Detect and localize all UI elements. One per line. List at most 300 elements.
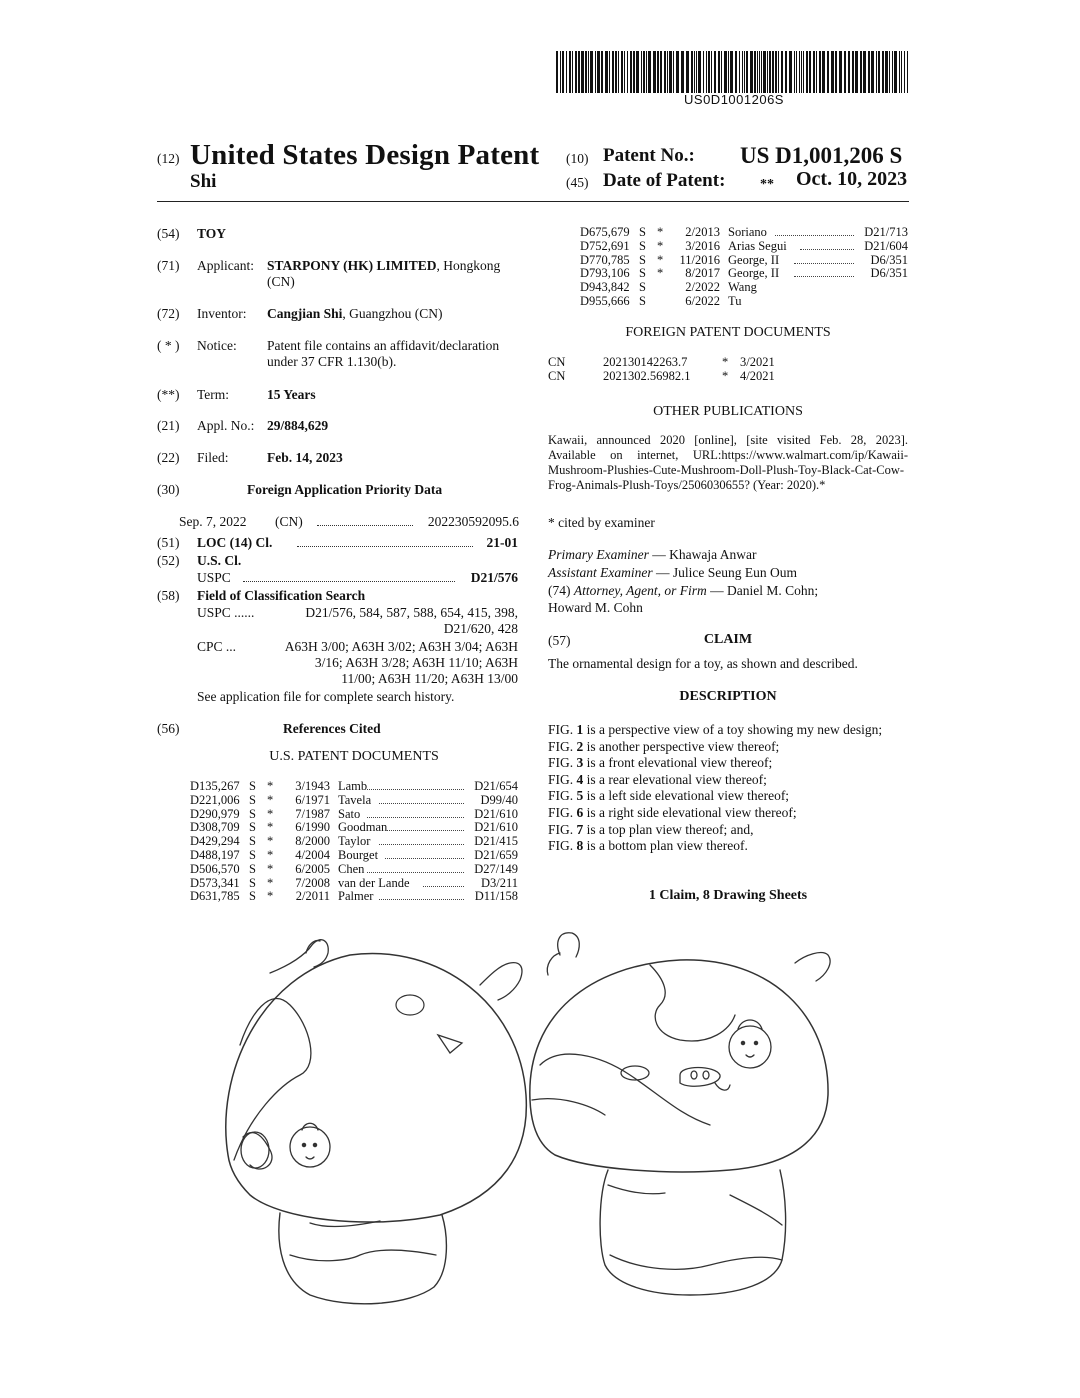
barcode-bar bbox=[648, 51, 651, 93]
fig-number: 8 bbox=[576, 838, 584, 854]
date-of-patent: Oct. 10, 2023 bbox=[796, 168, 908, 190]
reference-date: 4/2004 bbox=[295, 848, 330, 862]
dot-leader bbox=[367, 860, 464, 873]
priority-country: (CN) bbox=[275, 514, 303, 529]
reference-inventor: Arias Segui bbox=[728, 238, 787, 253]
barcode-bar bbox=[750, 51, 753, 93]
barcode-bar bbox=[601, 51, 603, 93]
loc-value: 21-01 bbox=[486, 535, 518, 550]
inid-code: (21) bbox=[157, 418, 180, 433]
dot-leader bbox=[379, 791, 464, 804]
applicant-label: Applicant: bbox=[197, 258, 254, 273]
attorney bbox=[548, 583, 908, 599]
barcode-bar bbox=[827, 51, 829, 93]
barcode-bar bbox=[691, 51, 693, 93]
barcode-bar bbox=[646, 51, 647, 93]
barcode-bar bbox=[813, 51, 815, 93]
inid-code: ( * ) bbox=[157, 338, 180, 353]
design-drawing bbox=[210, 925, 850, 1325]
us-cl-label: U.S. Cl. bbox=[197, 553, 242, 568]
barcode-bar bbox=[595, 51, 596, 93]
barcode-bar bbox=[605, 51, 608, 93]
reference-date: 2/2022 bbox=[685, 280, 720, 295]
field-uspc-label: USPC ...... bbox=[197, 605, 255, 620]
inid-code: (58) bbox=[157, 588, 180, 603]
barcode-bar bbox=[831, 51, 834, 93]
dot-leader bbox=[379, 832, 464, 845]
claims-summary: 1 Claim, 8 Drawing Sheets bbox=[648, 888, 808, 903]
barcode-bar bbox=[721, 51, 722, 93]
reference-number: D135,267 bbox=[190, 779, 240, 793]
barcode-bar bbox=[597, 51, 600, 93]
reference-number: D793,106 bbox=[580, 266, 630, 281]
barcode-bar bbox=[796, 51, 797, 93]
field-cpc-label: CPC ... bbox=[197, 639, 237, 654]
barcode-bar bbox=[868, 51, 870, 93]
attorney-line2: Howard M. Cohn bbox=[548, 600, 643, 615]
reference-kind: S bbox=[639, 252, 646, 267]
refs-heading: References Cited bbox=[283, 721, 381, 736]
barcode-bar bbox=[789, 51, 792, 93]
reference-star: * bbox=[267, 861, 274, 876]
reference-inventor: Sato bbox=[338, 806, 361, 821]
reference-star: * bbox=[657, 225, 664, 239]
foreign-country: CN bbox=[548, 355, 566, 369]
date-stars: ** bbox=[760, 177, 774, 192]
reference-row bbox=[580, 253, 908, 267]
barcode-bar bbox=[803, 51, 804, 93]
reference-class: D21/610 bbox=[474, 806, 518, 821]
dot-leader bbox=[367, 777, 464, 790]
reference-date: 3/2016 bbox=[685, 238, 720, 253]
priority-number: 202230592095.6 bbox=[427, 514, 519, 529]
fig-number: 7 bbox=[576, 821, 584, 837]
barcode-bar bbox=[572, 51, 573, 93]
barcode-bar bbox=[657, 51, 659, 93]
reference-kind: S bbox=[639, 266, 646, 281]
appl-label: Appl. No.: bbox=[197, 418, 255, 433]
barcode-bar bbox=[630, 51, 632, 93]
reference-kind: S bbox=[249, 792, 256, 807]
fig-prefix: FIG. bbox=[548, 788, 577, 804]
inventor-name: Cangjian Shi bbox=[267, 306, 343, 321]
fig-prefix: FIG. bbox=[548, 804, 577, 820]
fig-number: 2 bbox=[576, 738, 584, 754]
barcode-bar bbox=[612, 51, 614, 93]
reference-date: 2/2013 bbox=[685, 225, 720, 239]
foreign-star: * bbox=[722, 355, 729, 369]
inventor-surname: Shi bbox=[190, 171, 217, 192]
inid-code: (54) bbox=[157, 226, 180, 241]
barcode-bar bbox=[703, 51, 704, 93]
reference-inventor: Tavela bbox=[338, 792, 372, 807]
barcode-bar bbox=[585, 51, 587, 93]
barcode-bar bbox=[706, 51, 707, 93]
barcode-bar bbox=[641, 51, 642, 93]
claim-text: The ornamental design for a toy, as shown and described. bbox=[548, 656, 858, 671]
inid-code: (56) bbox=[157, 721, 180, 736]
reference-row bbox=[580, 225, 908, 239]
barcode-bar bbox=[778, 51, 779, 93]
term-value: 15 Years bbox=[267, 387, 316, 402]
uspc-label: USPC bbox=[197, 570, 231, 585]
reference-number: D955,666 bbox=[580, 294, 630, 308]
barcode-bar bbox=[882, 51, 884, 93]
barcode-bar bbox=[835, 51, 837, 93]
reference-class: D21/604 bbox=[864, 238, 908, 253]
reference-class: D21/610 bbox=[474, 820, 518, 835]
barcode-bar bbox=[901, 51, 902, 93]
fig-text: is a perspective view of a toy showing my new design; bbox=[583, 722, 883, 737]
barcode-bar bbox=[636, 51, 639, 93]
reference-class: D21/713 bbox=[864, 225, 908, 239]
other-pub-text: Kawaii, announced 2020 [online], [site visited Feb. 28, 2023]. Available on internet, URL:https://www.walmart.com/ip/Kawaii-Mushroom-Plushies-Cute-Mushroom-Doll-Plush-Toy-Black-Cat-Cow-Frog-Animals-Plush-Toys/2506030655? (Year: 2020).* bbox=[548, 433, 908, 492]
barcode-bar bbox=[694, 51, 695, 93]
reference-date: 11/2016 bbox=[679, 252, 720, 267]
barcode-bar bbox=[615, 51, 617, 93]
applicant-name: STARPONY (HK) LIMITED bbox=[267, 258, 437, 273]
barcode-bar bbox=[735, 51, 737, 93]
foreign-number: 2021302.56982.1 bbox=[603, 369, 691, 383]
attorney-label: Attorney, Agent, or Firm bbox=[573, 583, 707, 598]
field-search-label: Field of Classification Search bbox=[197, 588, 366, 603]
reference-number: D221,006 bbox=[190, 792, 240, 807]
toy-left-view bbox=[226, 940, 527, 1304]
field-cpc-line3: 11/00; A63H 11/20; A63H 13/00 bbox=[341, 670, 518, 686]
barcode-bar bbox=[899, 51, 900, 93]
header-rule bbox=[157, 201, 909, 202]
assistant-examiner-name: — Julice Seung Eun Oum bbox=[652, 565, 797, 580]
barcode-bar bbox=[560, 51, 561, 93]
reference-star: * bbox=[267, 820, 274, 835]
reference-class: D21/654 bbox=[474, 779, 518, 793]
reference-kind: S bbox=[639, 294, 646, 308]
fig-prefix: FIG. bbox=[548, 838, 577, 854]
filed-label: Filed: bbox=[197, 450, 229, 465]
reference-star: * bbox=[267, 779, 274, 793]
field-uspc-line2: D21/620, 428 bbox=[443, 620, 518, 636]
barcode-bar bbox=[618, 51, 619, 93]
reference-inventor: Bourget bbox=[338, 848, 379, 862]
barcode-bar bbox=[769, 51, 771, 93]
figure-description bbox=[548, 788, 908, 805]
reference-star: * bbox=[657, 238, 664, 253]
figure-descriptions bbox=[548, 722, 908, 855]
field-uspc bbox=[197, 605, 518, 637]
barcode-bar bbox=[839, 51, 842, 93]
barcode-bar bbox=[757, 51, 758, 93]
notice-label: Notice: bbox=[197, 338, 237, 353]
inid-code-12: (12) bbox=[157, 151, 180, 166]
barcode-bar bbox=[801, 51, 802, 93]
reference-row bbox=[190, 779, 518, 793]
barcode-bar bbox=[876, 51, 877, 93]
inid-code: (30) bbox=[157, 482, 180, 497]
term-label: Term: bbox=[197, 387, 230, 402]
reference-inventor: Taylor bbox=[338, 834, 371, 849]
figure-description bbox=[548, 838, 908, 855]
reference-number: D506,570 bbox=[190, 861, 240, 876]
barcode-bar bbox=[711, 51, 712, 93]
foreign-country: CN bbox=[548, 369, 566, 383]
barcode-bar bbox=[761, 51, 762, 93]
fig-text: is a bottom plan view thereof. bbox=[583, 838, 748, 854]
reference-date: 8/2000 bbox=[295, 834, 330, 849]
barcode-bar bbox=[624, 51, 625, 93]
primary-examiner-label: Primary Examiner bbox=[548, 547, 649, 562]
assistant-examiner-label: Assistant Examiner bbox=[548, 565, 653, 580]
date-of-patent-label: Date of Patent: bbox=[603, 170, 726, 191]
reference-kind: S bbox=[249, 779, 256, 793]
reference-number: D308,709 bbox=[190, 820, 240, 835]
figure-description bbox=[548, 772, 908, 789]
inventor-location: , Guangzhou (CN) bbox=[342, 306, 443, 321]
foreign-reference-row bbox=[548, 355, 908, 369]
figure-description bbox=[548, 722, 908, 739]
barcode-bar bbox=[667, 51, 668, 93]
barcode-bar bbox=[556, 51, 558, 93]
barcode-bar bbox=[844, 51, 846, 93]
field-see-note: See application file for complete search history. bbox=[197, 689, 455, 704]
reference-date: 6/1990 bbox=[295, 820, 330, 835]
barcode-bar bbox=[746, 51, 748, 93]
inid-code: (22) bbox=[157, 450, 180, 465]
barcode-bar bbox=[669, 51, 672, 93]
fig-text: is a front elevational view thereof; bbox=[583, 755, 773, 771]
dot-leader bbox=[297, 532, 473, 547]
barcode-bar bbox=[852, 51, 854, 93]
barcode-bar bbox=[681, 51, 684, 93]
barcode-bar bbox=[609, 51, 610, 93]
barcode-bar bbox=[664, 51, 666, 93]
foreign-number: 202130142263.7 bbox=[603, 355, 688, 369]
uspc-value: D21/576 bbox=[470, 570, 518, 585]
barcode-bar bbox=[621, 51, 623, 93]
applicant-value bbox=[267, 258, 529, 290]
reference-inventor: Goodman bbox=[338, 820, 388, 835]
reference-number: D943,842 bbox=[580, 280, 630, 295]
barcode-bar bbox=[730, 51, 733, 93]
notice-text: Patent file contains an affidavit/declaration under 37 CFR 1.130(b). bbox=[267, 338, 500, 369]
reference-date: 6/2022 bbox=[685, 294, 720, 308]
reference-kind: S bbox=[249, 820, 256, 835]
reference-row bbox=[190, 834, 518, 848]
barcode-bar bbox=[763, 51, 766, 93]
patent-number-label: Patent No.: bbox=[603, 145, 695, 166]
reference-class: D27/149 bbox=[474, 861, 518, 876]
reference-inventor: Tu bbox=[728, 294, 742, 308]
reference-inventor: George, II bbox=[728, 252, 780, 267]
reference-kind: S bbox=[249, 848, 256, 862]
dot-leader bbox=[379, 887, 464, 900]
field-uspc-line1: D21/576, 584, 587, 588, 654, 415, 398, bbox=[305, 605, 518, 620]
dot-leader bbox=[317, 511, 413, 526]
priority-heading: Foreign Application Priority Data bbox=[247, 482, 443, 497]
claim-code: (57) bbox=[548, 633, 571, 648]
barcode-number: US0D1001206S bbox=[684, 92, 784, 107]
reference-date: 6/1971 bbox=[295, 792, 330, 807]
barcode-bar bbox=[754, 51, 756, 93]
barcode-bar bbox=[806, 51, 808, 93]
claim-heading: CLAIM bbox=[703, 632, 753, 647]
barcode-bar bbox=[889, 51, 890, 93]
reference-star: * bbox=[267, 792, 274, 807]
reference-row bbox=[190, 807, 518, 821]
reference-class: D11/158 bbox=[474, 889, 518, 904]
patent-number: US D1,001,206 S bbox=[740, 143, 903, 168]
reference-inventor: Palmer bbox=[338, 889, 374, 904]
foreign-heading: FOREIGN PATENT DOCUMENTS bbox=[625, 325, 831, 340]
barcode-bar bbox=[696, 51, 697, 93]
barcode-bar bbox=[728, 51, 729, 93]
field-cpc-line1: A63H 3/00; A63H 3/02; A63H 3/04; A63H bbox=[284, 639, 518, 654]
reference-number: D770,785 bbox=[580, 252, 630, 267]
fig-text: is a top plan view thereof; and, bbox=[583, 821, 754, 837]
figure-description bbox=[548, 805, 908, 822]
uspc-row bbox=[197, 570, 518, 586]
reference-kind: S bbox=[639, 238, 646, 253]
fig-number: 6 bbox=[576, 804, 584, 820]
reference-inventor: Wang bbox=[728, 280, 757, 295]
reference-star: * bbox=[267, 889, 274, 904]
fig-number: 4 bbox=[576, 771, 584, 787]
loc-label: LOC (14) Cl. bbox=[197, 535, 273, 550]
foreign-date: 3/2021 bbox=[740, 355, 775, 369]
filed-date: Feb. 14, 2023 bbox=[267, 450, 343, 465]
reference-kind: S bbox=[249, 889, 256, 904]
barcode-bar bbox=[744, 51, 745, 93]
dot-leader bbox=[775, 223, 854, 236]
barcode-bar bbox=[799, 51, 800, 93]
dot-leader bbox=[794, 251, 854, 264]
inventor-label: Inventor: bbox=[197, 306, 247, 321]
assistant-examiner bbox=[548, 565, 908, 581]
description-heading: DESCRIPTION bbox=[679, 689, 777, 704]
reference-class: D99/40 bbox=[480, 792, 518, 807]
reference-row bbox=[580, 280, 908, 294]
barcode-bar bbox=[742, 51, 743, 93]
inventor-value bbox=[267, 306, 529, 322]
document-title: United States Design Patent bbox=[190, 139, 540, 171]
barcode-bar bbox=[660, 51, 662, 93]
reference-date: 2/2011 bbox=[295, 889, 330, 904]
barcode-bar bbox=[676, 51, 679, 93]
barcode-bar bbox=[822, 51, 825, 93]
foreign-date: 4/2021 bbox=[740, 369, 775, 383]
fig-text: is a rear elevational view thereof; bbox=[583, 771, 767, 787]
barcode-bar bbox=[767, 51, 768, 93]
priority-row bbox=[179, 514, 519, 530]
barcode-bar bbox=[714, 51, 716, 93]
barcode-bar bbox=[781, 51, 783, 93]
barcode-bar bbox=[855, 51, 858, 93]
reference-inventor: van der Lande bbox=[338, 875, 410, 890]
reference-number: D675,679 bbox=[580, 225, 630, 239]
fig-text: is a right side elevational view thereof; bbox=[583, 804, 797, 820]
barcode-bar bbox=[575, 51, 577, 93]
reference-kind: S bbox=[249, 834, 256, 849]
barcode-bar bbox=[724, 51, 727, 93]
applicant-location: , Hongkong (CN) bbox=[267, 258, 501, 289]
barcode-bar bbox=[739, 51, 740, 93]
barcode-bar bbox=[819, 51, 821, 93]
reference-row bbox=[190, 820, 518, 834]
barcode-bar bbox=[848, 51, 850, 93]
barcode-bar bbox=[775, 51, 777, 93]
field-cpc-line2: 3/16; A63H 3/28; A63H 11/10; A63H bbox=[314, 654, 518, 670]
reference-number: D573,341 bbox=[190, 875, 240, 890]
dot-leader bbox=[385, 818, 464, 831]
dot-leader bbox=[800, 237, 854, 250]
invention-title: TOY bbox=[197, 226, 227, 241]
reference-number: D429,294 bbox=[190, 834, 240, 849]
reference-star: * bbox=[657, 252, 664, 267]
barcode-bar bbox=[673, 51, 674, 93]
reference-class: D6/351 bbox=[870, 252, 908, 267]
inid-code-10: (10) bbox=[566, 151, 589, 166]
dot-leader bbox=[794, 264, 854, 277]
barcode-bar bbox=[633, 51, 635, 93]
inid-code: (74) bbox=[548, 583, 571, 598]
primary-examiner bbox=[548, 547, 908, 563]
reference-inventor: Lamb bbox=[338, 779, 368, 793]
reference-row bbox=[190, 848, 518, 862]
barcode-bar bbox=[894, 51, 897, 93]
reference-star: * bbox=[267, 806, 274, 821]
fig-number: 5 bbox=[576, 788, 584, 804]
reference-kind: S bbox=[249, 861, 256, 876]
inid-code-45: (45) bbox=[566, 175, 589, 190]
reference-row bbox=[190, 862, 518, 876]
fig-prefix: FIG. bbox=[548, 755, 577, 771]
reference-inventor: George, II bbox=[728, 266, 780, 281]
field-cpc bbox=[197, 639, 518, 687]
barcode-bar bbox=[578, 51, 580, 93]
appl-number: 29/884,629 bbox=[267, 418, 329, 433]
barcode bbox=[556, 51, 912, 93]
barcode-bar bbox=[698, 51, 701, 93]
barcode-bar bbox=[759, 51, 760, 93]
barcode-bar bbox=[871, 51, 874, 93]
reference-row bbox=[190, 876, 518, 890]
barcode-bar bbox=[653, 51, 656, 93]
reference-kind: S bbox=[249, 875, 256, 890]
barcode-bar bbox=[581, 51, 584, 93]
barcode-bar bbox=[627, 51, 628, 93]
figure-description bbox=[548, 739, 908, 756]
fig-prefix: FIG. bbox=[548, 722, 577, 737]
barcode-bar bbox=[590, 51, 593, 93]
barcode-bar bbox=[708, 51, 710, 93]
reference-star: * bbox=[267, 875, 274, 890]
figure-description bbox=[548, 822, 908, 839]
reference-class: D6/351 bbox=[870, 266, 908, 281]
fig-prefix: FIG. bbox=[548, 771, 577, 787]
fig-number: 1 bbox=[576, 722, 584, 737]
barcode-bar bbox=[907, 51, 908, 93]
barcode-bar bbox=[562, 51, 564, 93]
barcode-bar bbox=[809, 51, 811, 93]
barcode-bar bbox=[860, 51, 862, 93]
reference-number: D752,691 bbox=[580, 238, 630, 253]
reference-number: D488,197 bbox=[190, 848, 240, 862]
primary-examiner-name: — Khawaja Anwar bbox=[648, 547, 757, 562]
barcode-bar bbox=[643, 51, 645, 93]
barcode-bar bbox=[772, 51, 774, 93]
reference-date: 7/1987 bbox=[295, 806, 330, 821]
reference-number: D631,785 bbox=[190, 889, 240, 904]
reference-inventor: Soriano bbox=[728, 225, 767, 239]
